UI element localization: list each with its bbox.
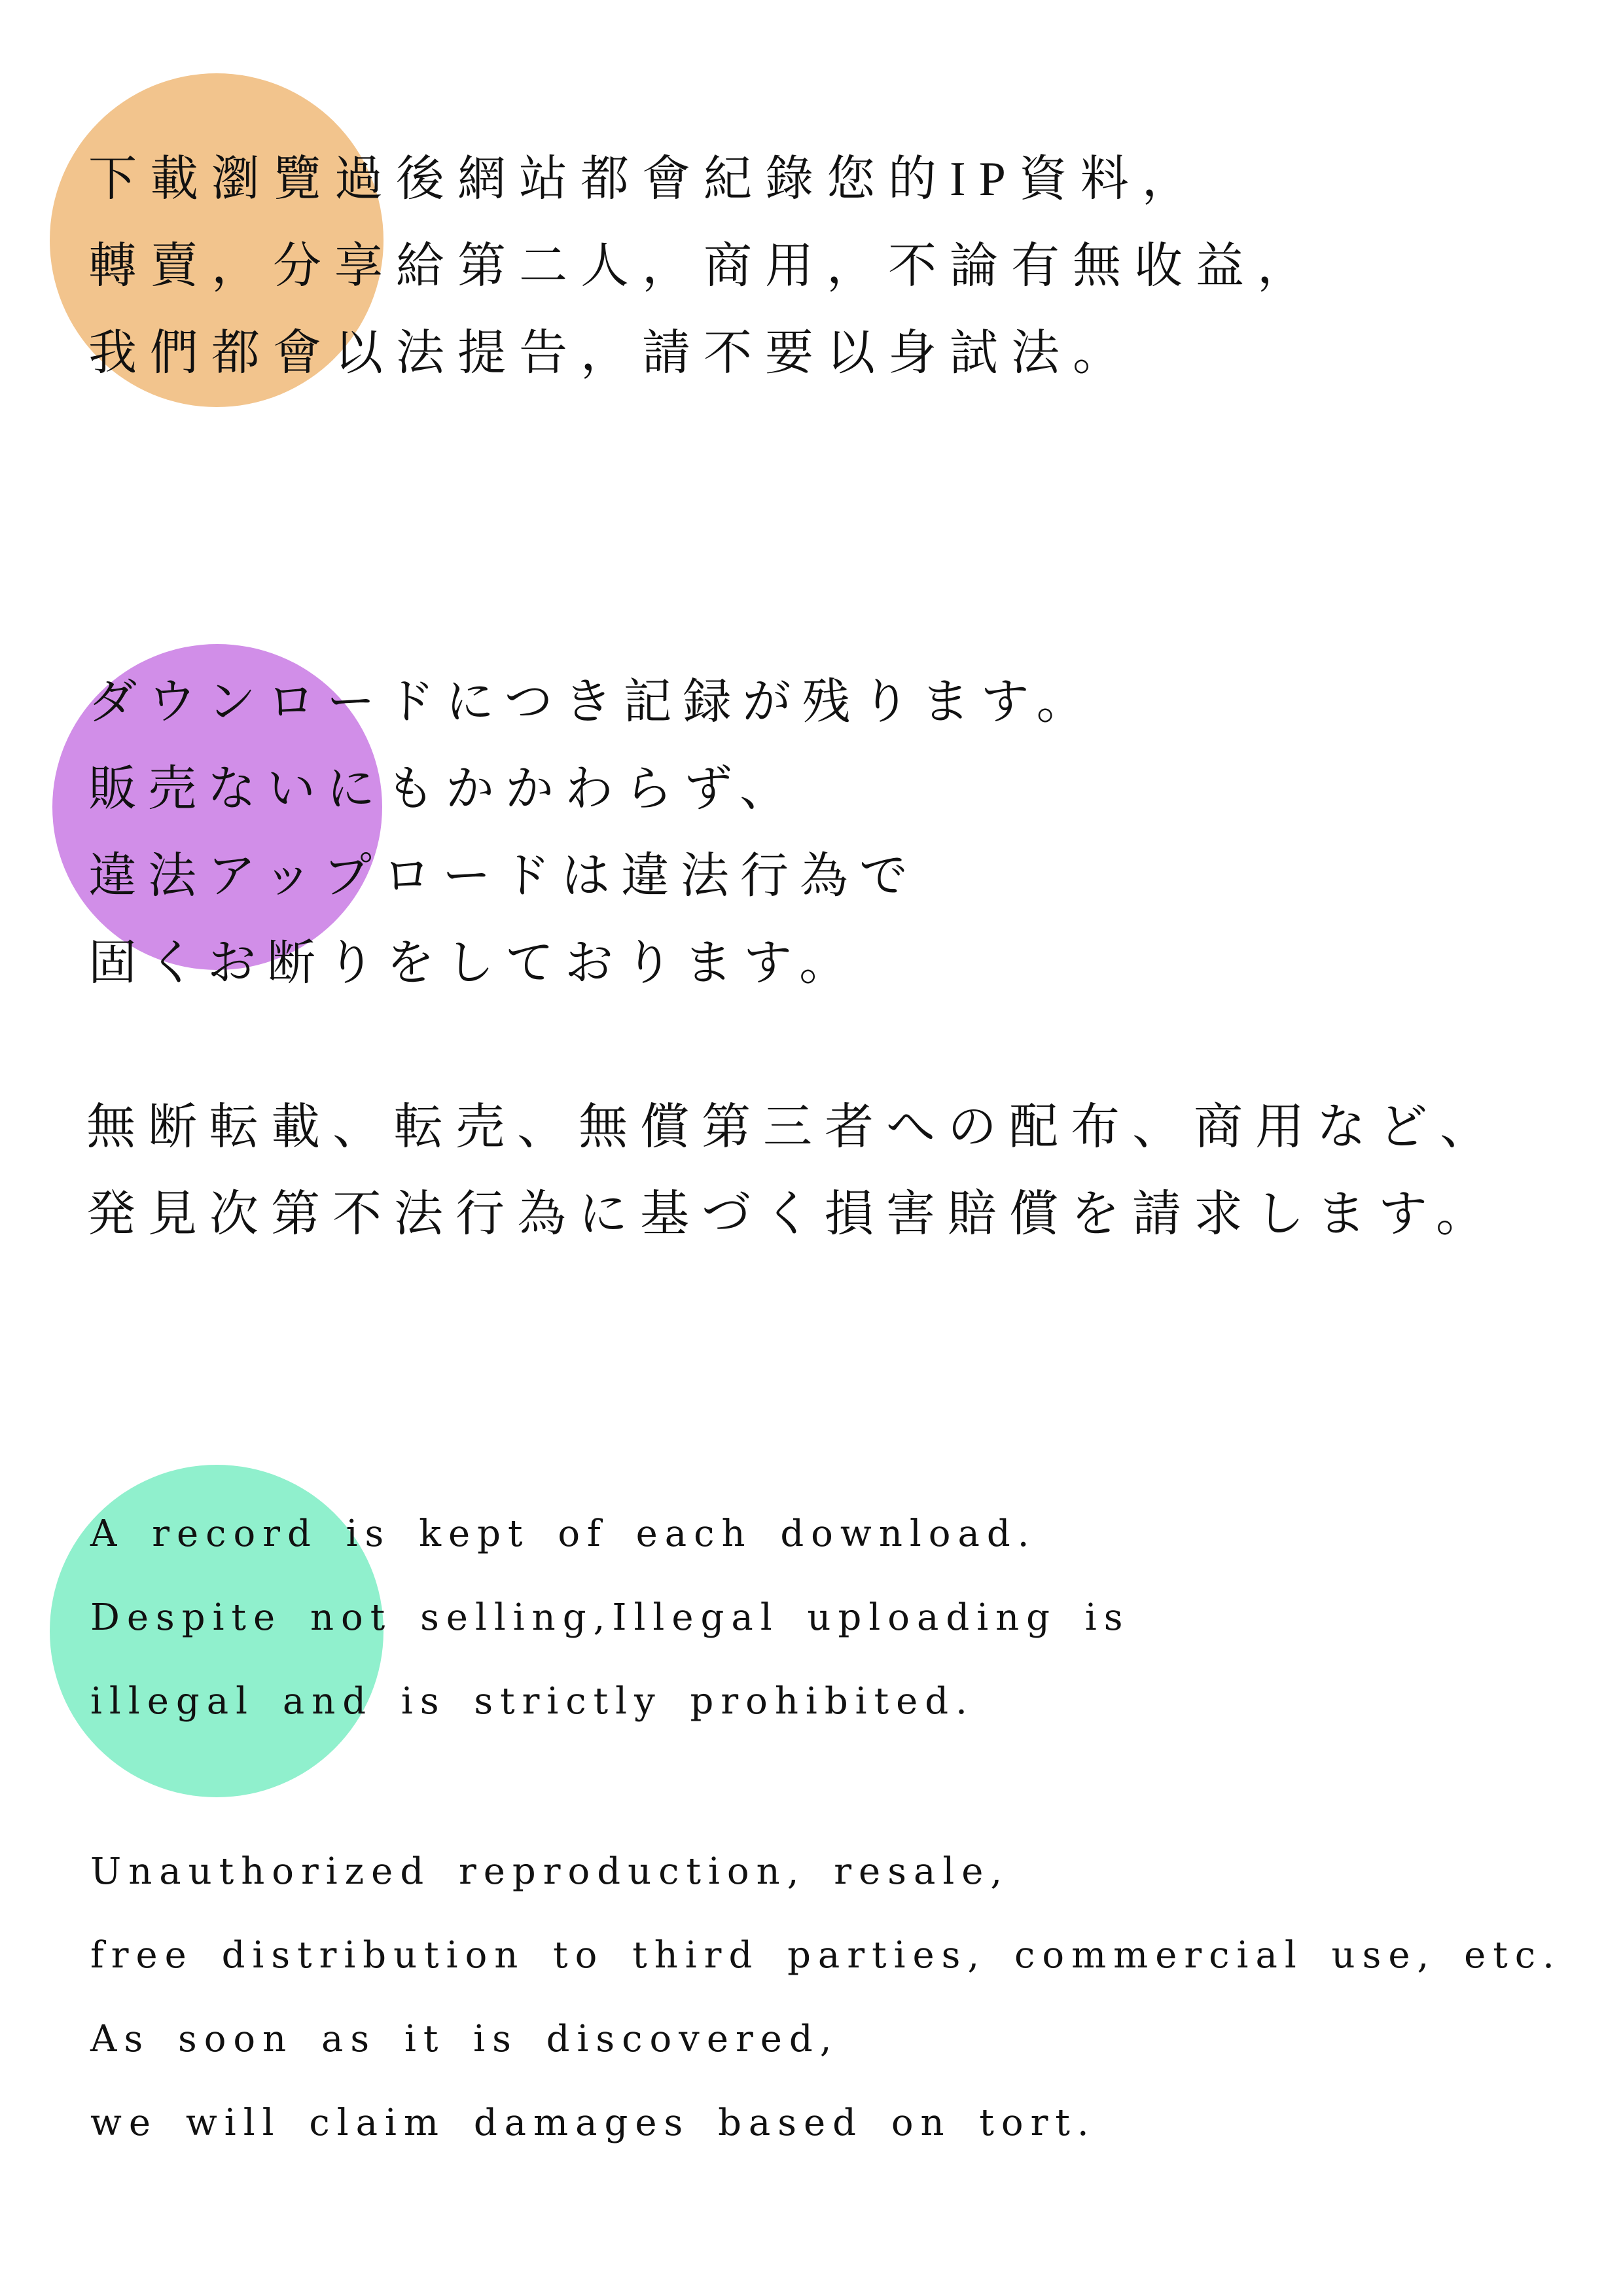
- notice-ja1-line-4: 固くお断りをしております。: [88, 935, 859, 991]
- notice-en1-line-3: illegal and is strictly prohibited.: [90, 1680, 974, 1723]
- notice-en1-line-2: Despite not selling,Illegal uploading is: [90, 1596, 1130, 1639]
- notice-en2-line-1: Unauthorized reproduction, resale,: [90, 1850, 1010, 1893]
- notice-en1-line-1: A record is kept of each download.: [90, 1513, 1037, 1555]
- notice-japanese-damages-claim: [86, 1083, 1501, 1257]
- notice-ja1-line-1: ダウンロードにつき記録が残ります。: [88, 673, 1096, 730]
- notice-ja2-line-2: 発見次第不法行為に基づく損害賠償を請求します。: [86, 1185, 1498, 1242]
- notice-zh-line-2: 轉賣，分享給第二人，商用，不論有無收益，: [88, 240, 1319, 293]
- notice-en2-line-3: As soon as it is discovered,: [90, 2018, 839, 2060]
- notice-english-damages-claim: [90, 1830, 1561, 2165]
- notice-ja2-line-1: 無断転載、転売、無償第三者への配布、商用など、: [86, 1098, 1502, 1155]
- notice-zh-line-1: 下載瀏覽過後網站都會紀錄您的IP資料，: [88, 152, 1204, 206]
- notice-en2-line-4: we will claim damages based on tort.: [90, 2102, 1096, 2144]
- notice-japanese-download-record: [88, 658, 1096, 1007]
- notice-traditional-chinese: [88, 136, 1319, 397]
- notice-zh-line-3: 我們都會以法提告，請不要以身試法。: [88, 327, 1134, 380]
- notice-english-download-record: [90, 1492, 1130, 1744]
- notice-ja1-line-2: 販売ないにもかかわらず、: [88, 761, 800, 817]
- notice-en2-line-2: free distribution to third parties, commercial use, etc.: [90, 1934, 1561, 1977]
- notice-ja1-line-3: 違法アップロードは違法行為で: [88, 848, 919, 904]
